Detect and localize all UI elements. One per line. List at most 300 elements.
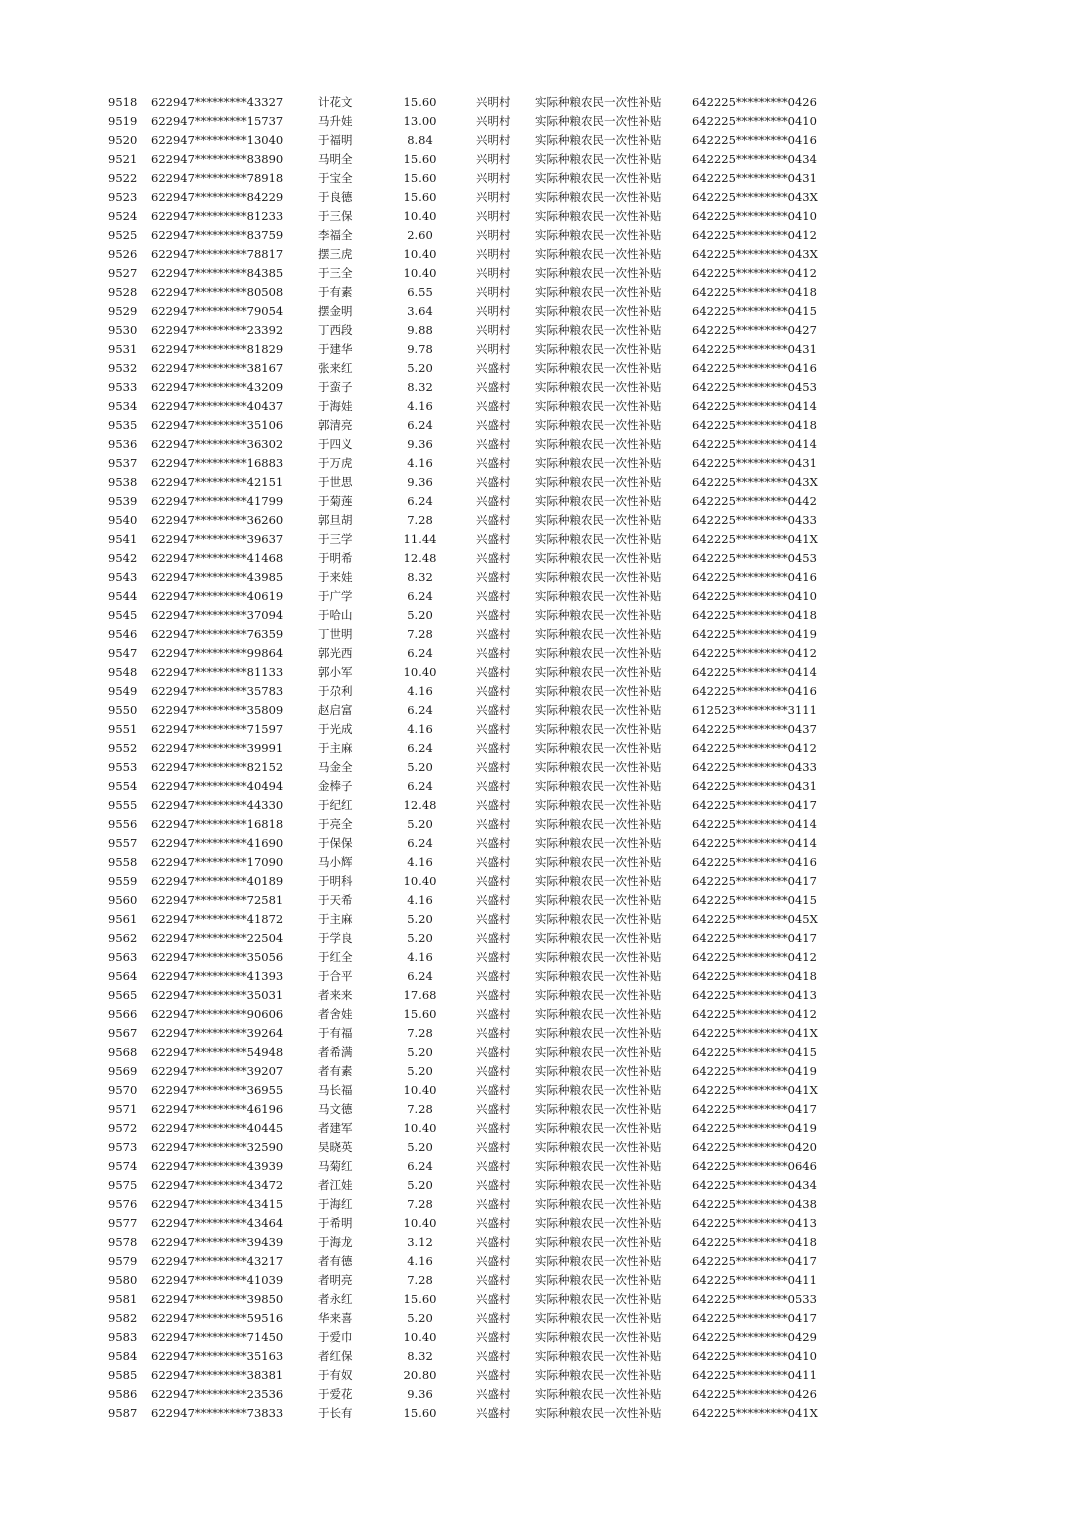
row-number-cell: 9524 bbox=[108, 209, 138, 223]
row-number-cell: 9550 bbox=[108, 703, 138, 717]
subsidy-type-cell: 实际种粮农民一次性补贴 bbox=[535, 532, 662, 546]
account-number-cell: 622947*********43415 bbox=[151, 1197, 284, 1211]
id-number-cell: 642225*********0418 bbox=[692, 1235, 817, 1249]
amount-cell: 9.36 bbox=[407, 437, 433, 451]
name-cell: 马菊红 bbox=[318, 1159, 353, 1173]
amount-cell: 7.28 bbox=[407, 513, 433, 527]
subsidy-type-cell: 实际种粮农民一次性补贴 bbox=[535, 703, 662, 717]
row-number-cell: 9523 bbox=[108, 190, 138, 204]
table-row bbox=[0, 454, 1074, 473]
row-number-cell: 9543 bbox=[108, 570, 138, 584]
id-number-cell: 642225*********0410 bbox=[692, 114, 817, 128]
name-cell: 于海娃 bbox=[318, 399, 353, 413]
id-number-cell: 642225*********0417 bbox=[692, 931, 817, 945]
account-number-cell: 622947*********78918 bbox=[151, 171, 284, 185]
name-cell: 者红保 bbox=[318, 1349, 353, 1363]
id-number-cell: 642225*********0433 bbox=[692, 513, 817, 527]
table-row bbox=[0, 321, 1074, 340]
table-row bbox=[0, 112, 1074, 131]
table-row bbox=[0, 1233, 1074, 1252]
subsidy-type-cell: 实际种粮农民一次性补贴 bbox=[535, 665, 662, 679]
village-cell: 兴盛村 bbox=[476, 874, 511, 888]
amount-cell: 3.12 bbox=[407, 1235, 433, 1249]
account-number-cell: 622947*********43464 bbox=[151, 1216, 284, 1230]
table-row bbox=[0, 473, 1074, 492]
id-number-cell: 642225*********0410 bbox=[692, 209, 817, 223]
id-number-cell: 642225*********0413 bbox=[692, 1216, 817, 1230]
id-number-cell: 642225*********043X bbox=[692, 247, 818, 261]
amount-cell: 5.20 bbox=[407, 1178, 433, 1192]
account-number-cell: 622947*********41799 bbox=[151, 494, 284, 508]
subsidy-type-cell: 实际种粮农民一次性补贴 bbox=[535, 1254, 662, 1268]
account-number-cell: 622947*********83759 bbox=[151, 228, 284, 242]
subsidy-type-cell: 实际种粮农民一次性补贴 bbox=[535, 437, 662, 451]
amount-cell: 9.88 bbox=[407, 323, 433, 337]
village-cell: 兴盛村 bbox=[476, 988, 511, 1002]
name-cell: 李福全 bbox=[318, 228, 353, 242]
id-number-cell: 642225*********0431 bbox=[692, 342, 817, 356]
village-cell: 兴明村 bbox=[476, 247, 511, 261]
account-number-cell: 622947*********83890 bbox=[151, 152, 284, 166]
row-number-cell: 9559 bbox=[108, 874, 138, 888]
row-number-cell: 9573 bbox=[108, 1140, 138, 1154]
village-cell: 兴明村 bbox=[476, 342, 511, 356]
account-number-cell: 622947*********84229 bbox=[151, 190, 284, 204]
account-number-cell: 622947*********84385 bbox=[151, 266, 284, 280]
subsidy-type-cell: 实际种粮农民一次性补贴 bbox=[535, 836, 662, 850]
name-cell: 于海龙 bbox=[318, 1235, 353, 1249]
account-number-cell: 622947*********15737 bbox=[151, 114, 284, 128]
table-row bbox=[0, 967, 1074, 986]
name-cell: 马小辉 bbox=[318, 855, 353, 869]
subsidy-type-cell: 实际种粮农民一次性补贴 bbox=[535, 1387, 662, 1401]
name-cell: 于光成 bbox=[318, 722, 353, 736]
row-number-cell: 9554 bbox=[108, 779, 138, 793]
id-number-cell: 642225*********0431 bbox=[692, 456, 817, 470]
account-number-cell: 622947*********23536 bbox=[151, 1387, 284, 1401]
account-number-cell: 622947*********78817 bbox=[151, 247, 284, 261]
account-number-cell: 622947*********81829 bbox=[151, 342, 284, 356]
village-cell: 兴明村 bbox=[476, 209, 511, 223]
subsidy-type-cell: 实际种粮农民一次性补贴 bbox=[535, 1349, 662, 1363]
amount-cell: 10.40 bbox=[403, 247, 437, 261]
table-row bbox=[0, 302, 1074, 321]
account-number-cell: 622947*********72581 bbox=[151, 893, 284, 907]
table-row bbox=[0, 397, 1074, 416]
row-number-cell: 9529 bbox=[108, 304, 138, 318]
village-cell: 兴盛村 bbox=[476, 1235, 511, 1249]
row-number-cell: 9549 bbox=[108, 684, 138, 698]
table-row bbox=[0, 853, 1074, 872]
subsidy-type-cell: 实际种粮农民一次性补贴 bbox=[535, 570, 662, 584]
subsidy-type-cell: 实际种粮农民一次性补贴 bbox=[535, 1292, 662, 1306]
village-cell: 兴盛村 bbox=[476, 1178, 511, 1192]
row-number-cell: 9535 bbox=[108, 418, 138, 432]
name-cell: 于四义 bbox=[318, 437, 353, 451]
name-cell: 于尕利 bbox=[318, 684, 353, 698]
id-number-cell: 642225*********041X bbox=[692, 1406, 818, 1420]
row-number-cell: 9585 bbox=[108, 1368, 138, 1382]
village-cell: 兴盛村 bbox=[476, 969, 511, 983]
row-number-cell: 9566 bbox=[108, 1007, 138, 1021]
table-row bbox=[0, 1366, 1074, 1385]
amount-cell: 4.16 bbox=[407, 722, 433, 736]
amount-cell: 6.24 bbox=[407, 418, 433, 432]
name-cell: 摆三虎 bbox=[318, 247, 353, 261]
row-number-cell: 9587 bbox=[108, 1406, 138, 1420]
subsidy-type-cell: 实际种粮农民一次性补贴 bbox=[535, 779, 662, 793]
village-cell: 兴盛村 bbox=[476, 1140, 511, 1154]
name-cell: 张来红 bbox=[318, 361, 353, 375]
account-number-cell: 622947*********36260 bbox=[151, 513, 284, 527]
name-cell: 于爱巾 bbox=[318, 1330, 353, 1344]
amount-cell: 10.40 bbox=[403, 1216, 437, 1230]
subsidy-type-cell: 实际种粮农民一次性补贴 bbox=[535, 342, 662, 356]
subsidy-type-cell: 实际种粮农民一次性补贴 bbox=[535, 494, 662, 508]
row-number-cell: 9518 bbox=[108, 95, 138, 109]
account-number-cell: 622947*********43217 bbox=[151, 1254, 284, 1268]
subsidy-type-cell: 实际种粮农民一次性补贴 bbox=[535, 304, 662, 318]
table-row bbox=[0, 1214, 1074, 1233]
row-number-cell: 9571 bbox=[108, 1102, 138, 1116]
name-cell: 于哈山 bbox=[318, 608, 353, 622]
name-cell: 于明科 bbox=[318, 874, 353, 888]
amount-cell: 5.20 bbox=[407, 912, 433, 926]
name-cell: 于有福 bbox=[318, 1026, 353, 1040]
name-cell: 于明希 bbox=[318, 551, 353, 565]
account-number-cell: 622947*********40437 bbox=[151, 399, 284, 413]
name-cell: 于合平 bbox=[318, 969, 353, 983]
subsidy-type-cell: 实际种粮农民一次性补贴 bbox=[535, 475, 662, 489]
name-cell: 郭旦胡 bbox=[318, 513, 353, 527]
amount-cell: 12.48 bbox=[403, 798, 437, 812]
table-row bbox=[0, 1328, 1074, 1347]
id-number-cell: 642225*********0415 bbox=[692, 1045, 817, 1059]
village-cell: 兴明村 bbox=[476, 95, 511, 109]
village-cell: 兴盛村 bbox=[476, 1349, 511, 1363]
village-cell: 兴盛村 bbox=[476, 456, 511, 470]
name-cell: 马明全 bbox=[318, 152, 353, 166]
village-cell: 兴盛村 bbox=[476, 646, 511, 660]
account-number-cell: 622947*********46196 bbox=[151, 1102, 284, 1116]
amount-cell: 7.28 bbox=[407, 1102, 433, 1116]
account-number-cell: 622947*********38167 bbox=[151, 361, 284, 375]
row-number-cell: 9582 bbox=[108, 1311, 138, 1325]
subsidy-type-cell: 实际种粮农民一次性补贴 bbox=[535, 1330, 662, 1344]
amount-cell: 6.55 bbox=[407, 285, 433, 299]
row-number-cell: 9548 bbox=[108, 665, 138, 679]
id-number-cell: 642225*********0414 bbox=[692, 399, 817, 413]
amount-cell: 5.20 bbox=[407, 931, 433, 945]
row-number-cell: 9583 bbox=[108, 1330, 138, 1344]
amount-cell: 9.36 bbox=[407, 475, 433, 489]
name-cell: 吴晓英 bbox=[318, 1140, 353, 1154]
account-number-cell: 622947*********36302 bbox=[151, 437, 284, 451]
subsidy-type-cell: 实际种粮农民一次性补贴 bbox=[535, 741, 662, 755]
village-cell: 兴明村 bbox=[476, 114, 511, 128]
row-number-cell: 9556 bbox=[108, 817, 138, 831]
amount-cell: 10.40 bbox=[403, 1330, 437, 1344]
village-cell: 兴盛村 bbox=[476, 931, 511, 945]
village-cell: 兴盛村 bbox=[476, 494, 511, 508]
name-cell: 于学良 bbox=[318, 931, 353, 945]
account-number-cell: 622947*********40189 bbox=[151, 874, 284, 888]
name-cell: 丁西段 bbox=[318, 323, 353, 337]
table-row bbox=[0, 1252, 1074, 1271]
amount-cell: 7.28 bbox=[407, 627, 433, 641]
row-number-cell: 9569 bbox=[108, 1064, 138, 1078]
name-cell: 于有素 bbox=[318, 285, 353, 299]
village-cell: 兴盛村 bbox=[476, 418, 511, 432]
row-number-cell: 9539 bbox=[108, 494, 138, 508]
id-number-cell: 642225*********041X bbox=[692, 1026, 818, 1040]
name-cell: 马升娃 bbox=[318, 114, 353, 128]
id-number-cell: 642225*********0411 bbox=[692, 1368, 817, 1382]
name-cell: 者永红 bbox=[318, 1292, 353, 1306]
id-number-cell: 642225*********0417 bbox=[692, 798, 817, 812]
account-number-cell: 622947*********35031 bbox=[151, 988, 284, 1002]
row-number-cell: 9552 bbox=[108, 741, 138, 755]
table-row bbox=[0, 834, 1074, 853]
village-cell: 兴明村 bbox=[476, 152, 511, 166]
amount-cell: 20.80 bbox=[403, 1368, 437, 1382]
account-number-cell: 622947*********73833 bbox=[151, 1406, 284, 1420]
id-number-cell: 642225*********0416 bbox=[692, 133, 817, 147]
row-number-cell: 9570 bbox=[108, 1083, 138, 1097]
name-cell: 郭小军 bbox=[318, 665, 353, 679]
account-number-cell: 622947*********79054 bbox=[151, 304, 284, 318]
name-cell: 者希满 bbox=[318, 1045, 353, 1059]
amount-cell: 11.44 bbox=[403, 532, 437, 546]
id-number-cell: 642225*********0412 bbox=[692, 228, 817, 242]
name-cell: 于长有 bbox=[318, 1406, 353, 1420]
account-number-cell: 622947*********43985 bbox=[151, 570, 284, 584]
village-cell: 兴盛村 bbox=[476, 1197, 511, 1211]
account-number-cell: 622947*********17090 bbox=[151, 855, 284, 869]
amount-cell: 5.20 bbox=[407, 817, 433, 831]
table-row bbox=[0, 1100, 1074, 1119]
row-number-cell: 9568 bbox=[108, 1045, 138, 1059]
account-number-cell: 622947*********16818 bbox=[151, 817, 284, 831]
amount-cell: 10.40 bbox=[403, 874, 437, 888]
name-cell: 郭清亮 bbox=[318, 418, 353, 432]
name-cell: 于三学 bbox=[318, 532, 353, 546]
id-number-cell: 642225*********0414 bbox=[692, 437, 817, 451]
village-cell: 兴盛村 bbox=[476, 912, 511, 926]
table-row bbox=[0, 701, 1074, 720]
row-number-cell: 9540 bbox=[108, 513, 138, 527]
subsidy-type-cell: 实际种粮农民一次性补贴 bbox=[535, 209, 662, 223]
row-number-cell: 9553 bbox=[108, 760, 138, 774]
subsidy-type-cell: 实际种粮农民一次性补贴 bbox=[535, 855, 662, 869]
row-number-cell: 9576 bbox=[108, 1197, 138, 1211]
name-cell: 马长福 bbox=[318, 1083, 353, 1097]
subsidy-type-cell: 实际种粮农民一次性补贴 bbox=[535, 817, 662, 831]
id-number-cell: 642225*********0431 bbox=[692, 171, 817, 185]
subsidy-list-table bbox=[0, 93, 1074, 1423]
village-cell: 兴盛村 bbox=[476, 703, 511, 717]
name-cell: 于主麻 bbox=[318, 912, 353, 926]
village-cell: 兴盛村 bbox=[476, 532, 511, 546]
row-number-cell: 9527 bbox=[108, 266, 138, 280]
table-row bbox=[0, 1404, 1074, 1423]
amount-cell: 5.20 bbox=[407, 1045, 433, 1059]
amount-cell: 3.64 bbox=[407, 304, 433, 318]
name-cell: 于爱花 bbox=[318, 1387, 353, 1401]
amount-cell: 9.36 bbox=[407, 1387, 433, 1401]
account-number-cell: 622947*********43939 bbox=[151, 1159, 284, 1173]
id-number-cell: 642225*********0426 bbox=[692, 1387, 817, 1401]
row-number-cell: 9536 bbox=[108, 437, 138, 451]
table-row bbox=[0, 625, 1074, 644]
id-number-cell: 642225*********0414 bbox=[692, 836, 817, 850]
table-row bbox=[0, 1138, 1074, 1157]
table-row bbox=[0, 359, 1074, 378]
row-number-cell: 9581 bbox=[108, 1292, 138, 1306]
id-number-cell: 642225*********0433 bbox=[692, 760, 817, 774]
amount-cell: 7.28 bbox=[407, 1026, 433, 1040]
name-cell: 者明亮 bbox=[318, 1273, 353, 1287]
name-cell: 于良德 bbox=[318, 190, 353, 204]
account-number-cell: 622947*********35809 bbox=[151, 703, 284, 717]
row-number-cell: 9532 bbox=[108, 361, 138, 375]
village-cell: 兴明村 bbox=[476, 304, 511, 318]
subsidy-type-cell: 实际种粮农民一次性补贴 bbox=[535, 1121, 662, 1135]
account-number-cell: 622947*********22504 bbox=[151, 931, 284, 945]
id-number-cell: 642225*********0438 bbox=[692, 1197, 817, 1211]
village-cell: 兴盛村 bbox=[476, 1045, 511, 1059]
table-row bbox=[0, 511, 1074, 530]
row-number-cell: 9525 bbox=[108, 228, 138, 242]
subsidy-type-cell: 实际种粮农民一次性补贴 bbox=[535, 1406, 662, 1420]
row-number-cell: 9580 bbox=[108, 1273, 138, 1287]
table-row bbox=[0, 587, 1074, 606]
account-number-cell: 622947*********39264 bbox=[151, 1026, 284, 1040]
amount-cell: 10.40 bbox=[403, 1121, 437, 1135]
subsidy-type-cell: 实际种粮农民一次性补贴 bbox=[535, 1235, 662, 1249]
subsidy-type-cell: 实际种粮农民一次性补贴 bbox=[535, 1064, 662, 1078]
amount-cell: 12.48 bbox=[403, 551, 437, 565]
table-row bbox=[0, 131, 1074, 150]
id-number-cell: 642225*********0418 bbox=[692, 608, 817, 622]
name-cell: 于万虎 bbox=[318, 456, 353, 470]
village-cell: 兴盛村 bbox=[476, 1330, 511, 1344]
row-number-cell: 9520 bbox=[108, 133, 138, 147]
village-cell: 兴盛村 bbox=[476, 779, 511, 793]
subsidy-type-cell: 实际种粮农民一次性补贴 bbox=[535, 893, 662, 907]
id-number-cell: 642225*********0431 bbox=[692, 779, 817, 793]
table-row bbox=[0, 796, 1074, 815]
amount-cell: 6.24 bbox=[407, 741, 433, 755]
account-number-cell: 622947*********13040 bbox=[151, 133, 284, 147]
village-cell: 兴明村 bbox=[476, 133, 511, 147]
amount-cell: 6.24 bbox=[407, 703, 433, 717]
subsidy-type-cell: 实际种粮农民一次性补贴 bbox=[535, 152, 662, 166]
account-number-cell: 622947*********36955 bbox=[151, 1083, 284, 1097]
name-cell: 于主麻 bbox=[318, 741, 353, 755]
id-number-cell: 642225*********0412 bbox=[692, 1007, 817, 1021]
account-number-cell: 622947*********43209 bbox=[151, 380, 284, 394]
id-number-cell: 642225*********0416 bbox=[692, 684, 817, 698]
name-cell: 于红全 bbox=[318, 950, 353, 964]
row-number-cell: 9542 bbox=[108, 551, 138, 565]
amount-cell: 15.60 bbox=[403, 152, 437, 166]
id-number-cell: 642225*********0453 bbox=[692, 551, 817, 565]
subsidy-type-cell: 实际种粮农民一次性补贴 bbox=[535, 190, 662, 204]
row-number-cell: 9537 bbox=[108, 456, 138, 470]
subsidy-type-cell: 实际种粮农民一次性补贴 bbox=[535, 399, 662, 413]
id-number-cell: 642225*********0429 bbox=[692, 1330, 817, 1344]
id-number-cell: 642225*********0415 bbox=[692, 304, 817, 318]
village-cell: 兴盛村 bbox=[476, 380, 511, 394]
name-cell: 于福明 bbox=[318, 133, 353, 147]
table-row bbox=[0, 910, 1074, 929]
account-number-cell: 622947*********43472 bbox=[151, 1178, 284, 1192]
account-number-cell: 622947*********37094 bbox=[151, 608, 284, 622]
account-number-cell: 622947*********99864 bbox=[151, 646, 284, 660]
subsidy-type-cell: 实际种粮农民一次性补贴 bbox=[535, 247, 662, 261]
subsidy-type-cell: 实际种粮农民一次性补贴 bbox=[535, 1368, 662, 1382]
amount-cell: 15.60 bbox=[403, 1007, 437, 1021]
village-cell: 兴盛村 bbox=[476, 893, 511, 907]
id-number-cell: 642225*********041X bbox=[692, 532, 818, 546]
table-row bbox=[0, 1271, 1074, 1290]
name-cell: 者来来 bbox=[318, 988, 353, 1002]
amount-cell: 9.78 bbox=[407, 342, 433, 356]
table-row bbox=[0, 416, 1074, 435]
table-row bbox=[0, 492, 1074, 511]
account-number-cell: 622947*********54948 bbox=[151, 1045, 284, 1059]
account-number-cell: 622947*********42151 bbox=[151, 475, 284, 489]
subsidy-type-cell: 实际种粮农民一次性补贴 bbox=[535, 798, 662, 812]
row-number-cell: 9578 bbox=[108, 1235, 138, 1249]
id-number-cell: 642225*********0419 bbox=[692, 1064, 817, 1078]
subsidy-type-cell: 实际种粮农民一次性补贴 bbox=[535, 266, 662, 280]
account-number-cell: 622947*********39637 bbox=[151, 532, 284, 546]
id-number-cell: 642225*********0418 bbox=[692, 418, 817, 432]
account-number-cell: 622947*********35056 bbox=[151, 950, 284, 964]
village-cell: 兴盛村 bbox=[476, 817, 511, 831]
table-row bbox=[0, 815, 1074, 834]
name-cell: 于三全 bbox=[318, 266, 353, 280]
account-number-cell: 622947*********81133 bbox=[151, 665, 284, 679]
table-row bbox=[0, 340, 1074, 359]
row-number-cell: 9521 bbox=[108, 152, 138, 166]
name-cell: 马文德 bbox=[318, 1102, 353, 1116]
subsidy-type-cell: 实际种粮农民一次性补贴 bbox=[535, 361, 662, 375]
account-number-cell: 622947*********41690 bbox=[151, 836, 284, 850]
village-cell: 兴盛村 bbox=[476, 1102, 511, 1116]
amount-cell: 5.20 bbox=[407, 760, 433, 774]
table-row bbox=[0, 1043, 1074, 1062]
subsidy-type-cell: 实际种粮农民一次性补贴 bbox=[535, 627, 662, 641]
amount-cell: 6.24 bbox=[407, 1159, 433, 1173]
account-number-cell: 622947*********71450 bbox=[151, 1330, 284, 1344]
row-number-cell: 9564 bbox=[108, 969, 138, 983]
village-cell: 兴盛村 bbox=[476, 475, 511, 489]
subsidy-type-cell: 实际种粮农民一次性补贴 bbox=[535, 1045, 662, 1059]
name-cell: 于蛮子 bbox=[318, 380, 353, 394]
table-row bbox=[0, 530, 1074, 549]
village-cell: 兴盛村 bbox=[476, 361, 511, 375]
name-cell: 于菊莲 bbox=[318, 494, 353, 508]
subsidy-type-cell: 实际种粮农民一次性补贴 bbox=[535, 114, 662, 128]
village-cell: 兴盛村 bbox=[476, 760, 511, 774]
id-number-cell: 642225*********0434 bbox=[692, 152, 817, 166]
id-number-cell: 642225*********0415 bbox=[692, 893, 817, 907]
id-number-cell: 642225*********0442 bbox=[692, 494, 817, 508]
amount-cell: 17.68 bbox=[403, 988, 437, 1002]
